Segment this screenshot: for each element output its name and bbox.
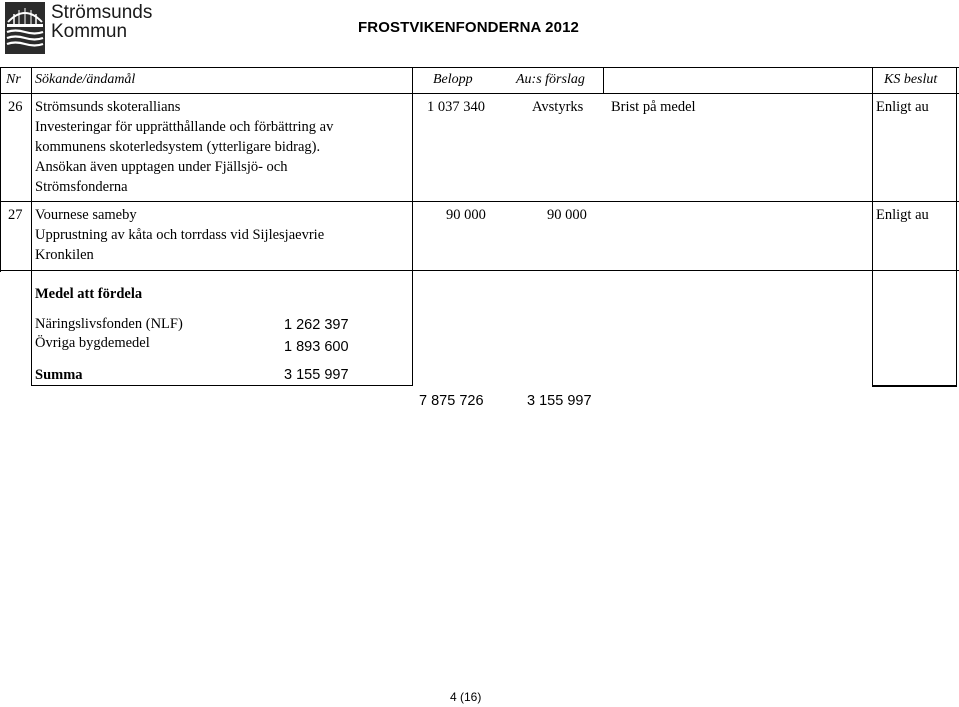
sum-value: 3 155 997 xyxy=(284,367,349,383)
decision-value: Enligt au xyxy=(876,99,929,115)
row-nr: 26 xyxy=(8,99,23,115)
funds-heading: Medel att fördela xyxy=(35,286,143,302)
column-header-applicant: Sökande/ändamål xyxy=(35,72,136,87)
logo-text-line1: Strömsunds xyxy=(51,2,153,23)
proposal-value: Avstyrks xyxy=(532,99,584,115)
applicant-line: Investeringar för upprätthållande och förbättring av xyxy=(35,119,334,135)
amount-value: 1 037 340 xyxy=(427,99,485,115)
comment-value: Brist på medel xyxy=(611,99,696,115)
bridge-logo-icon xyxy=(5,2,45,54)
fund-label: Övriga bygdemedel xyxy=(35,335,150,351)
page-number: 4 (16) xyxy=(450,690,482,704)
amount-value: 90 000 xyxy=(446,207,486,223)
fund-value: 1 893 600 xyxy=(284,339,349,355)
column-header-nr: Nr xyxy=(6,72,21,87)
sum-label: Summa xyxy=(35,367,83,383)
column-header-amount: Belopp xyxy=(433,72,473,87)
logo-text-line2: Kommun xyxy=(51,21,128,42)
column-header-proposal: Au:s förslag xyxy=(516,72,585,87)
proposal-total: 3 155 997 xyxy=(527,393,592,409)
amount-total: 7 875 726 xyxy=(419,393,484,409)
applicant-line: Upprustning av kåta och torrdass vid Sijlesjaevrie xyxy=(35,227,325,243)
municipality-logo xyxy=(5,2,153,56)
fund-label: Näringslivsfonden (NLF) xyxy=(35,316,183,332)
column-header-decision: KS beslut xyxy=(884,72,938,87)
proposal-value: 90 000 xyxy=(547,207,587,223)
fund-value: 1 262 397 xyxy=(284,317,349,333)
applicant-line: Ansökan även upptagen under Fjällsjö- och xyxy=(35,159,288,175)
applicant-line: Strömsfonderna xyxy=(35,179,128,195)
applicant-line: Kronkilen xyxy=(35,247,94,263)
row-nr: 27 xyxy=(8,207,23,223)
applicant-line: kommunens skoterledsystem (ytterligare bidrag). xyxy=(35,139,321,155)
applicant-line: Strömsunds skoterallians xyxy=(35,99,181,115)
decision-value: Enligt au xyxy=(876,207,929,223)
document-title: FROSTVIKENFONDERNA 2012 xyxy=(358,19,579,36)
applicant-line: Vournese sameby xyxy=(35,207,137,223)
